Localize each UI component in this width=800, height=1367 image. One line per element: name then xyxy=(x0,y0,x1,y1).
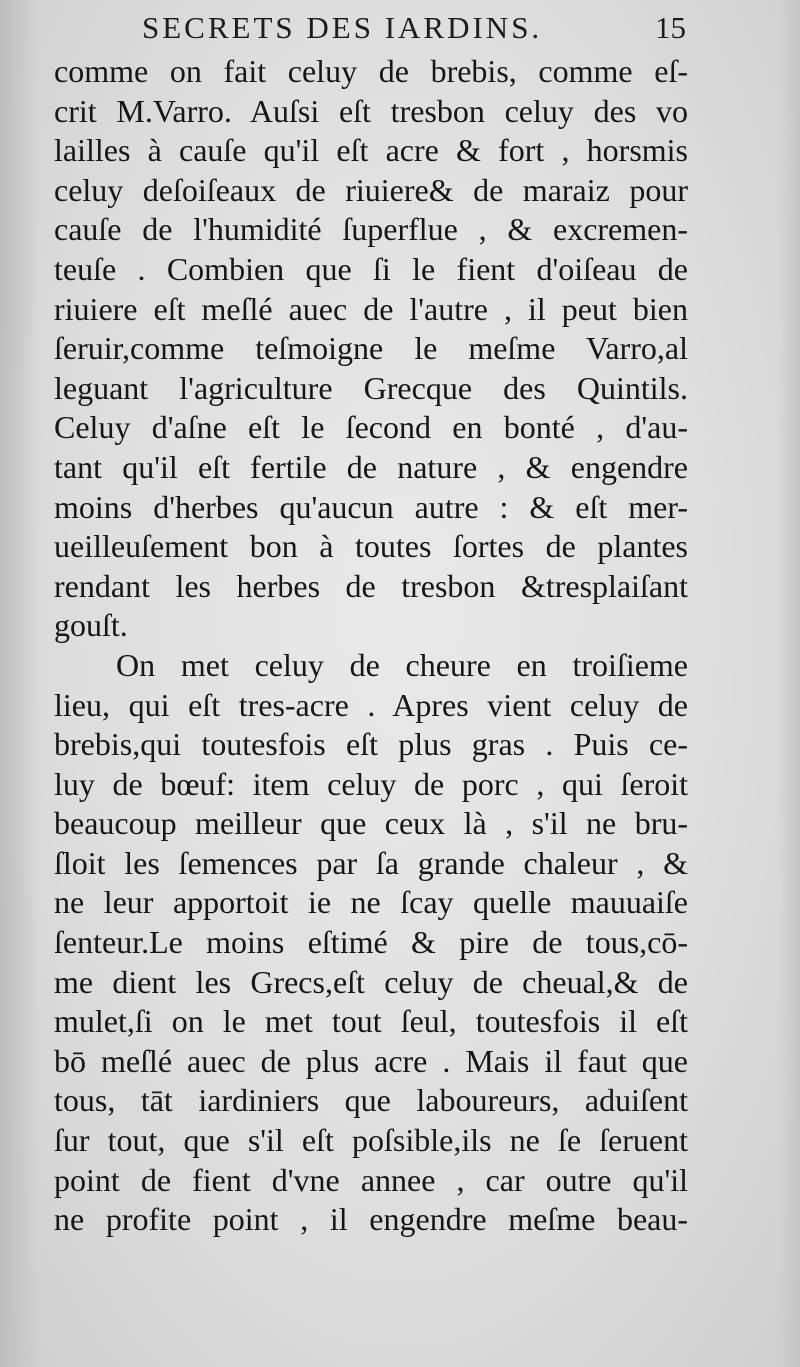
text-line: gouſt. xyxy=(54,607,128,644)
text-line: ne leur apportoit ie ne ſcay quelle mauuaiſe xyxy=(54,884,688,921)
text-line: ſur tout, que s'il eſt poſsible,ils ne ſe ſeruent xyxy=(54,1122,688,1159)
text-line: rendant les herbes de tresbon &tresplaiſant xyxy=(54,567,688,604)
text-line: comme on fait celuy de brebis, comme eſ- xyxy=(54,53,688,89)
text-line: ueilleuſement bon à toutes ſortes de plantes xyxy=(54,528,688,565)
text-line: riuiere eſt meſlé auec de l'autre , il peut bien xyxy=(54,290,688,327)
text-line: brebis,qui toutesfois eſt plus gras . Puis ce- xyxy=(54,726,688,763)
text-line: ne profite point , il engendre meſme beau- xyxy=(54,1201,688,1238)
text-line: ſloit les ſemences par ſa grande chaleur , & xyxy=(54,844,688,881)
page-number: 15 xyxy=(655,10,686,45)
text-line: lieu, qui eſt tres-acre . Apres vient celuy de xyxy=(54,686,688,723)
text-line: beaucoup meilleur que ceux là , s'il ne bru- xyxy=(54,805,688,842)
running-title: SECRETS DES IARDINS. xyxy=(142,10,543,45)
running-head xyxy=(0,6,800,46)
text-line: luy de bœuf: item celuy de porc , qui ſeroit xyxy=(54,765,688,802)
text-line: mulet,ſi on le met tout ſeul, toutesfois il eſt xyxy=(54,1003,688,1040)
text-line: point de fient d'vne annee , car outre qu'il xyxy=(54,1161,688,1198)
text-line: me dient les Grecs,eſt celuy de cheual,& de xyxy=(54,963,688,1000)
text-line: bō meſlé auec de plus acre . Mais il faut que xyxy=(54,1042,688,1079)
text-line: ſenteur.Le moins eſtimé & pire de tous,cō- xyxy=(54,924,688,961)
text-line: tant qu'il eſt fertile de nature , & engendre xyxy=(54,448,688,485)
text-line: celuy deſoiſeaux de riuiere& de maraiz pour xyxy=(54,171,688,208)
text-line: On met celuy de cheure en troiſieme xyxy=(116,646,688,683)
text-line: teuſe . Combien que ſi le fient d'oiſeau de xyxy=(54,250,688,287)
text-line: cauſe de l'humidité ſuperflue , & excremen- xyxy=(54,211,688,248)
text-line: tous, tāt iardiniers que laboureurs, aduiſent xyxy=(54,1082,688,1119)
text-line: leguant l'agriculture Grecque des Quintils. xyxy=(54,369,688,406)
text-line: crit M.Varro. Auſsi eſt tresbon celuy des vo xyxy=(54,92,688,129)
text-line: lailles à cauſe qu'il eſt acre & fort , horsmis xyxy=(54,132,688,169)
text-line: Celuy d'aſne eſt le ſecond en bonté , d'au- xyxy=(54,409,688,446)
text-line: moins d'herbes qu'aucun autre : & eſt mer- xyxy=(54,488,688,525)
body-text xyxy=(54,52,688,1240)
text-line: ſeruir,comme teſmoigne le meſme Varro,al xyxy=(54,330,688,367)
